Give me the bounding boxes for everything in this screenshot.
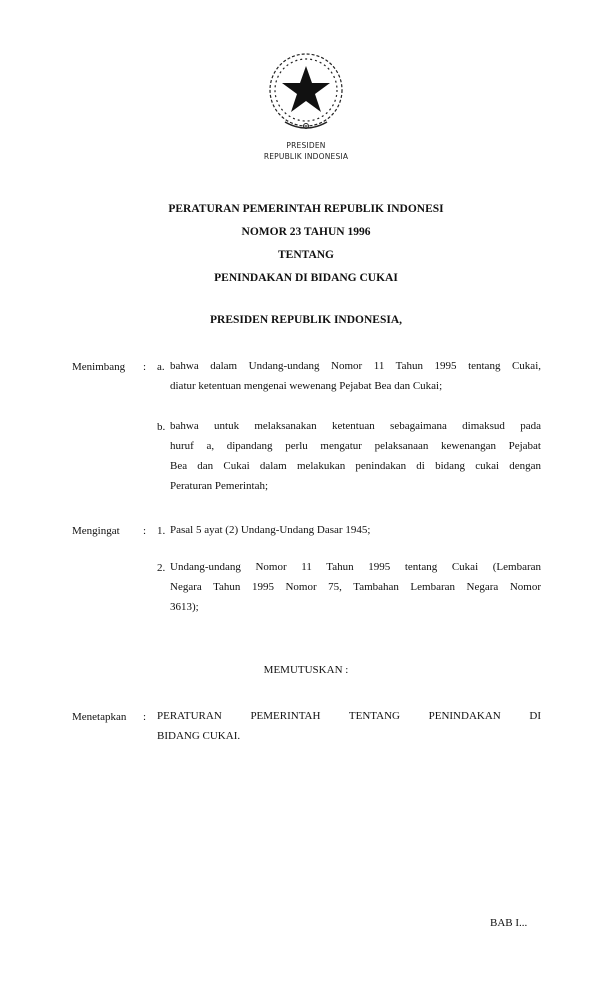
text-line: diatur ketentuan mengenai wewenang Pejabat Bea dan Cukai; [170, 380, 443, 392]
text-line: Peraturan Pemerintah; [170, 480, 269, 492]
memutuskan-heading: MEMUTUSKAN : [263, 664, 349, 676]
emblem-caption-republik: REPUBLIK INDONESIA [263, 152, 349, 161]
mengingat-item-2 [170, 557, 541, 617]
text-line: Negara Tahun 1995 Nomor 75, Tambahan Lembaran Negara Nomor [170, 581, 541, 593]
menetapkan-label: Menetapkan [72, 711, 127, 723]
menimbang-item-b [170, 416, 541, 496]
document-subject: PENINDAKAN DI BIDANG CUKAI [214, 272, 398, 284]
continuation-marker: BAB I... [490, 917, 528, 929]
text-line: Bea dan Cukai dalam melakukan penindakan di bidang cukai dengan [170, 460, 541, 472]
emblem-caption-presiden: PRESIDEN [286, 141, 326, 150]
menimbang-marker-b: b. [157, 421, 166, 433]
text-line: bahwa untuk melaksanakan ketentuan sebagaimana dimaksud pada [170, 420, 541, 432]
menetapkan-text [157, 706, 541, 746]
mengingat-label: Mengingat [72, 525, 120, 537]
menimbang-item-a [170, 356, 541, 396]
menetapkan-colon: : [143, 711, 147, 723]
presidential-emblem-icon [265, 50, 347, 138]
text-line: Undang-undang Nomor 11 Tahun 1995 tentang Cukai (Lembaran [170, 561, 541, 573]
text-line: bahwa dalam Undang-undang Nomor 11 Tahun 1995 tentang Cukai, [170, 360, 541, 372]
text-line: 3613); [170, 601, 199, 613]
document-number: NOMOR 23 TAHUN 1996 [241, 226, 371, 238]
text-line: huruf a, dipandang perlu mengatur pelaksanaan kewenangan Pejabat [170, 440, 541, 452]
text-line: Pasal 5 ayat (2) Undang-Undang Dasar 1945; [170, 524, 371, 536]
mengingat-marker-1: 1. [157, 525, 166, 537]
text-line: PERATURAN PEMERINTAH TENTANG PENINDAKAN DI [157, 710, 541, 722]
mengingat-item-1 [170, 520, 541, 540]
mengingat-colon: : [143, 525, 147, 537]
text-line: BIDANG CUKAI. [157, 730, 241, 742]
menimbang-colon: : [143, 361, 147, 373]
menimbang-label: Menimbang [72, 361, 126, 373]
document-title-tentang: TENTANG [277, 249, 335, 261]
menimbang-marker-a: a. [157, 361, 165, 373]
document-title-line1: PERATURAN PEMERINTAH REPUBLIK INDONESI [168, 203, 444, 215]
mengingat-marker-2: 2. [157, 562, 166, 574]
issuer-heading: PRESIDEN REPUBLIK INDONESIA, [209, 314, 403, 326]
